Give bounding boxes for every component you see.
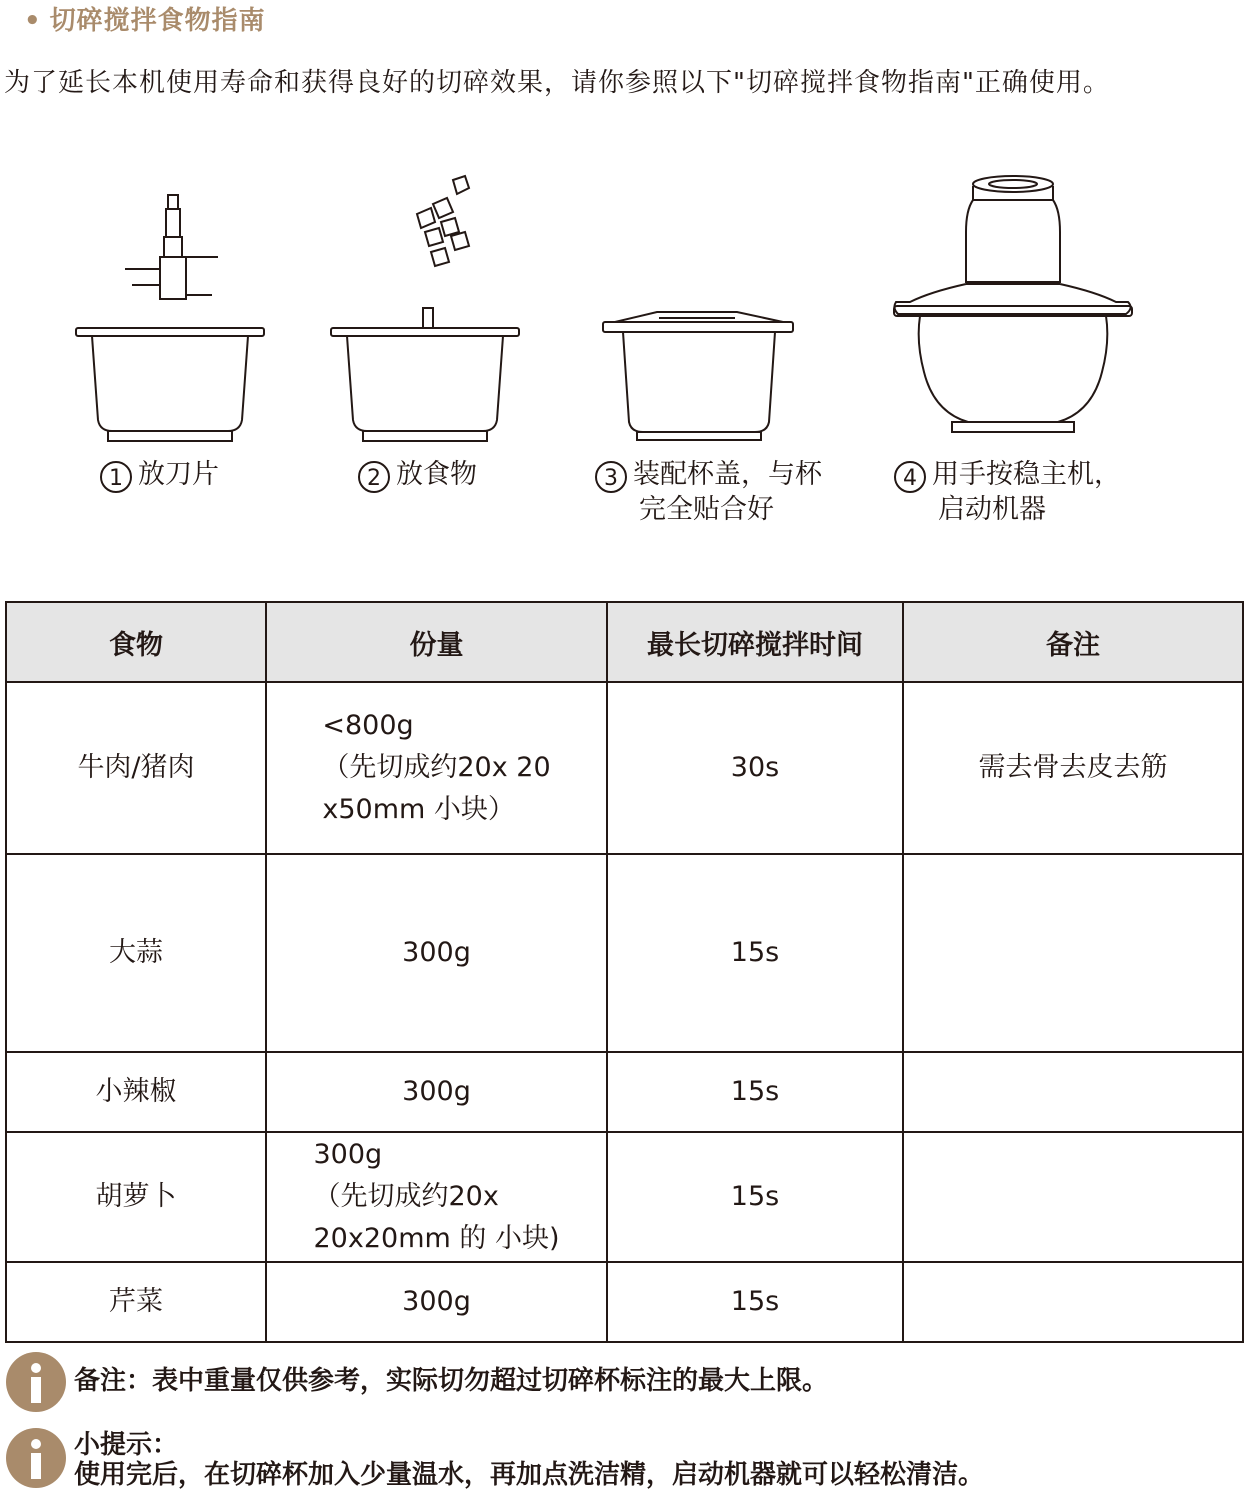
- tip-body: 使用完后，在切碎杯加入少量温水，再加点洗洁精，启动机器就可以轻松清洁。: [74, 1460, 985, 1490]
- intro-text: 为了延长本机使用寿命和获得良好的切碎效果，请你参照以下"切碎搅拌食物指南"正确使用。: [4, 68, 1110, 98]
- time-cell: 15s: [607, 1052, 903, 1132]
- tip-note-text: [74, 1430, 984, 1490]
- remark-cell: [903, 854, 1243, 1052]
- amount-text: 300g （先切成约20x 20x20mm 的 小块): [313, 1139, 560, 1254]
- header-food: 食物: [6, 602, 266, 682]
- step-1-number: 1: [100, 461, 132, 493]
- step-4-label: [894, 458, 1121, 527]
- food-cell: 大蒜: [6, 854, 266, 1052]
- amount-cell: [266, 854, 607, 1052]
- time-cell: 15s: [607, 854, 903, 1052]
- step-4-number: 4: [894, 461, 926, 493]
- table-row: [6, 682, 1243, 854]
- food-bowl-illustration: [315, 172, 535, 452]
- amount-cell: [266, 682, 607, 854]
- amount-text: 300g: [402, 937, 471, 968]
- step-2-number: 2: [358, 461, 390, 493]
- machine-illustration: [890, 172, 1140, 442]
- food-cell: 牛肉/猪肉: [6, 682, 266, 854]
- amount-text: 300g: [402, 1286, 471, 1317]
- amount-text: 300g: [402, 1076, 471, 1107]
- amount-cell: [266, 1132, 607, 1262]
- table-row: [6, 1262, 1243, 1342]
- step-2-text: 放食物: [396, 459, 477, 490]
- amount-cell: [266, 1052, 607, 1132]
- table-row: [6, 1052, 1243, 1132]
- step-3-text-line2: 完全贴合好: [639, 494, 774, 525]
- tip-note: [6, 1428, 984, 1490]
- remark-note-text: 备注：表中重量仅供参考，实际切勿超过切碎杯标注的最大上限。: [74, 1366, 829, 1396]
- step-4-text-line1: 用手按稳主机，: [932, 459, 1121, 490]
- table-row: [6, 1132, 1243, 1262]
- step-3-text-line1: 装配杯盖，与杯: [633, 459, 822, 490]
- section-title: [24, 0, 266, 37]
- info-icon: [6, 1428, 66, 1488]
- header-remark: 备注: [903, 602, 1243, 682]
- step-3-number: 3: [595, 461, 627, 493]
- lid-bowl-illustration: [595, 300, 805, 450]
- tip-title: 小提示：: [74, 1430, 179, 1460]
- food-guide-table: [5, 601, 1244, 1343]
- remark-note: [6, 1352, 828, 1412]
- food-cell: 小辣椒: [6, 1052, 266, 1132]
- remark-cell: [903, 1262, 1243, 1342]
- step-2-label: [358, 458, 477, 493]
- time-cell: 15s: [607, 1262, 903, 1342]
- table-header-row: [6, 602, 1243, 682]
- header-amount: 份量: [266, 602, 607, 682]
- food-cell: 胡萝卜: [6, 1132, 266, 1262]
- step-1-label: [100, 458, 219, 493]
- time-cell: 15s: [607, 1132, 903, 1262]
- header-time: 最长切碎搅拌时间: [607, 602, 903, 682]
- step-4-text-line2: 启动机器: [938, 494, 1046, 525]
- blade-bowl-illustration: [60, 185, 280, 450]
- table-row: [6, 854, 1243, 1052]
- step-3-label: [595, 458, 822, 527]
- bullet-dot: •: [24, 6, 42, 36]
- info-icon: [6, 1352, 66, 1412]
- food-cell: 芹菜: [6, 1262, 266, 1342]
- remark-cell: 需去骨去皮去筋: [903, 682, 1243, 854]
- remark-cell: [903, 1052, 1243, 1132]
- step-1-text: 放刀片: [138, 459, 219, 490]
- amount-text: <800g （先切成约20x 20 x50mm 小块）: [322, 710, 551, 825]
- section-title-text: 切碎搅拌食物指南: [49, 6, 266, 36]
- remark-cell: [903, 1132, 1243, 1262]
- time-cell: 30s: [607, 682, 903, 854]
- amount-cell: [266, 1262, 607, 1342]
